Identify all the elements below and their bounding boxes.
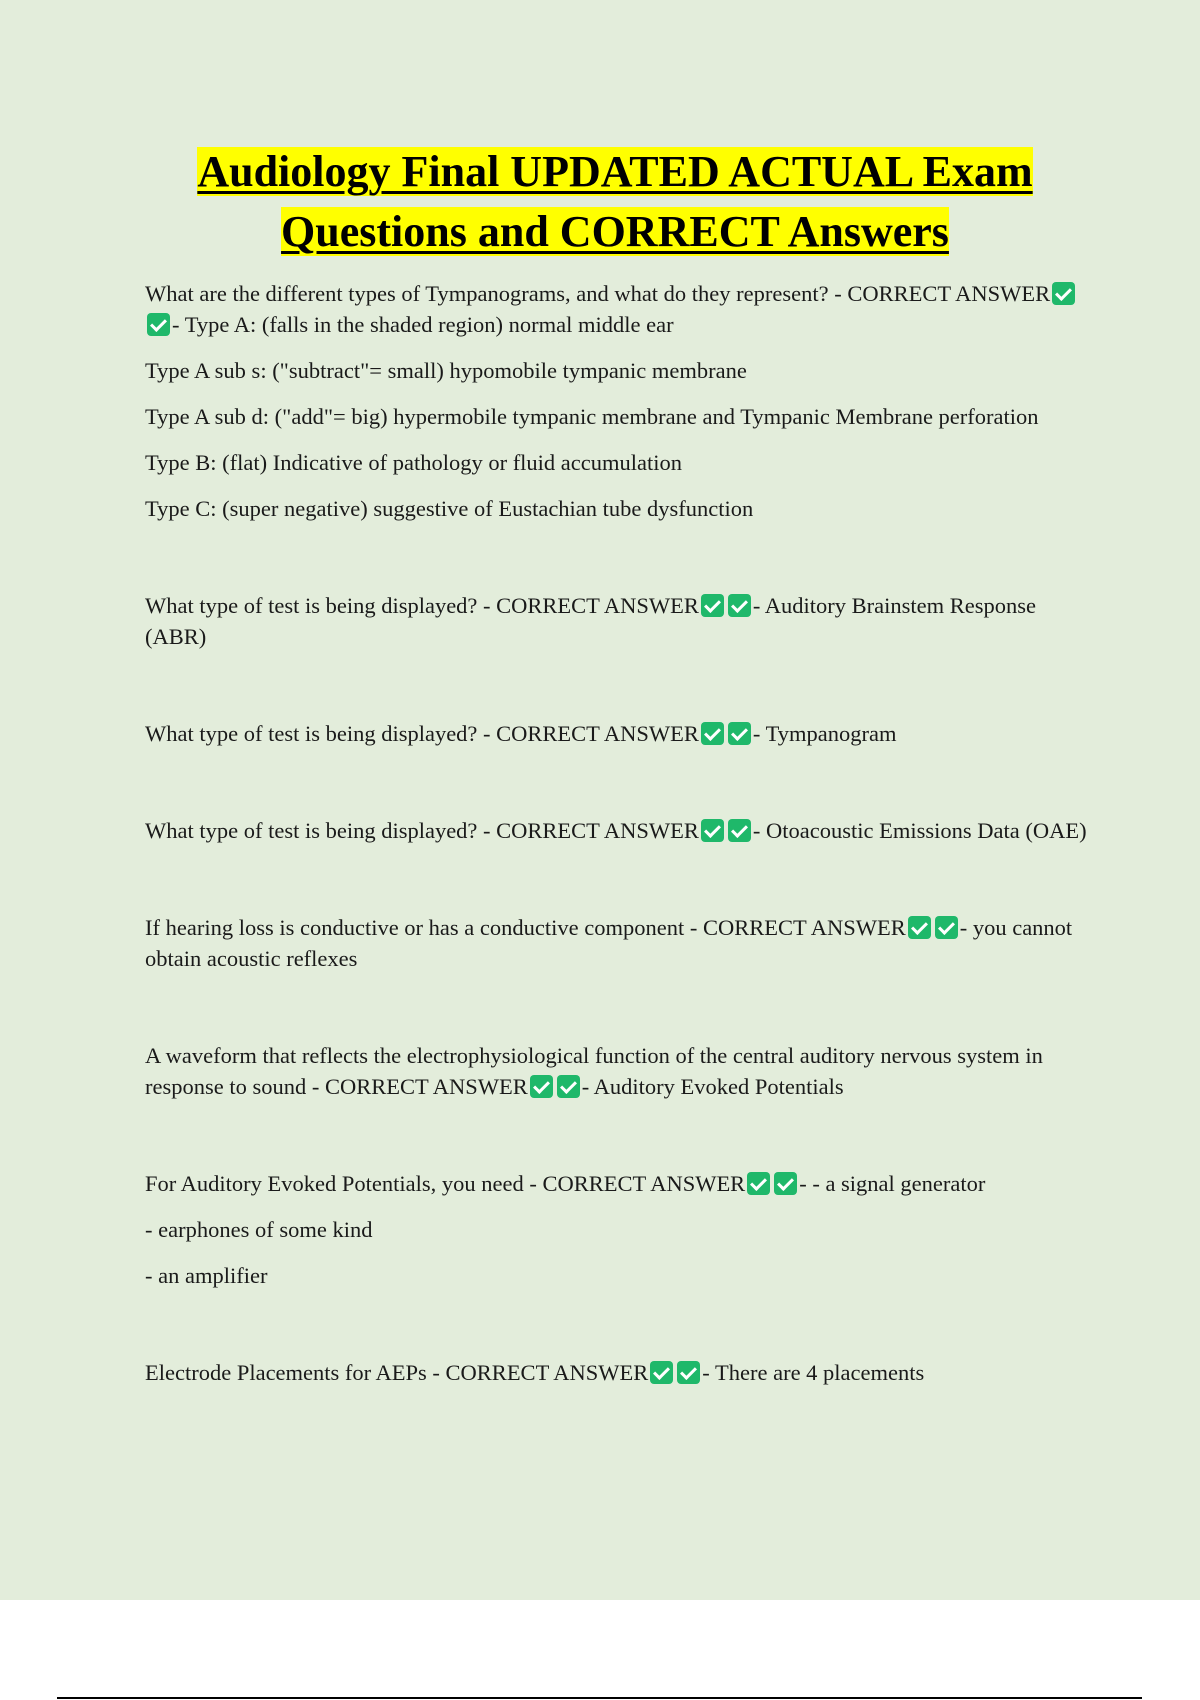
check-mark-icon	[530, 1075, 553, 1098]
qa-item	[145, 1357, 1090, 1388]
check-mark-icon	[774, 1172, 797, 1195]
check-mark-icon	[908, 916, 931, 939]
check-mark-icon	[701, 594, 724, 617]
answer-text: - There are 4 placements	[702, 1360, 925, 1385]
qa-list	[145, 278, 1090, 1403]
check-mark-icon	[728, 722, 751, 745]
title-block	[145, 142, 1085, 262]
qa-item	[145, 278, 1090, 524]
answer-text: - Tympanogram	[752, 721, 897, 746]
answer-line: Type C: (super negative) suggestive of Eustachian tube dysfunction	[145, 496, 754, 521]
question-text: What type of test is being displayed? - CORRECT ANSWER	[145, 721, 699, 746]
answer-text: - Auditory Brainstem Response (ABR)	[145, 593, 1037, 649]
check-mark-icon	[728, 594, 751, 617]
question-text: A waveform that reflects the electrophysiological function of the central auditory nervous system in response to sound - CORRECT ANSWER	[145, 1043, 1043, 1099]
question-text: Electrode Placements for AEPs - CORRECT ANSWER	[145, 1360, 649, 1385]
question-text: What type of test is being displayed? - CORRECT ANSWER	[145, 593, 699, 618]
qa-question-line	[145, 1040, 1090, 1102]
footer-divider	[57, 1697, 1142, 1699]
check-mark-icon	[935, 916, 958, 939]
answer-line: - earphones of some kind	[145, 1217, 373, 1242]
question-text: What type of test is being displayed? - CORRECT ANSWER	[145, 818, 699, 843]
answer-text: - you cannot obtain acoustic reflexes	[145, 915, 1073, 971]
check-mark-icon	[650, 1361, 673, 1384]
answer-line: Type A sub d: ("add"= big) hypermobile tympanic membrane and Tympanic Membrane perforation	[145, 404, 1039, 429]
document-title: Audiology Final UPDATED ACTUAL Exam Questions and CORRECT Answers	[197, 147, 1033, 256]
qa-question-line	[145, 278, 1090, 340]
check-mark-icon	[557, 1075, 580, 1098]
check-mark-icon	[677, 1361, 700, 1384]
answer-text: - Auditory Evoked Potentials	[581, 1074, 844, 1099]
check-mark-icon	[1052, 282, 1075, 305]
question-text: What are the different types of Tympanograms, and what do they represent? - CORRECT ANSWER	[145, 281, 1051, 306]
answer-text: - - a signal generator	[799, 1171, 986, 1196]
qa-item	[145, 590, 1090, 652]
qa-question-line	[145, 1357, 1090, 1388]
qa-item	[145, 912, 1090, 974]
qa-question-line	[145, 815, 1090, 846]
qa-question-line	[145, 1168, 1090, 1199]
qa-item	[145, 1168, 1090, 1291]
question-text: If hearing loss is conductive or has a conductive component - CORRECT ANSWER	[145, 915, 906, 940]
qa-item	[145, 718, 1090, 749]
check-mark-icon	[728, 819, 751, 842]
answer-line: - an amplifier	[145, 1263, 268, 1288]
check-mark-icon	[701, 722, 724, 745]
check-mark-icon	[701, 819, 724, 842]
qa-question-line	[145, 912, 1090, 974]
qa-question-line	[145, 590, 1090, 652]
qa-item	[145, 815, 1090, 846]
qa-item	[145, 1040, 1090, 1102]
qa-question-line	[145, 718, 1090, 749]
answer-line: Type A sub s: ("subtract"= small) hypomobile tympanic membrane	[145, 358, 747, 383]
answer-text: - Type A: (falls in the shaded region) normal middle ear	[172, 312, 674, 337]
question-text: For Auditory Evoked Potentials, you need - CORRECT ANSWER	[145, 1171, 746, 1196]
check-mark-icon	[747, 1172, 770, 1195]
check-mark-icon	[147, 313, 170, 336]
answer-text: - Otoacoustic Emissions Data (OAE)	[752, 818, 1087, 843]
answer-line: Type B: (flat) Indicative of pathology or fluid accumulation	[145, 450, 683, 475]
